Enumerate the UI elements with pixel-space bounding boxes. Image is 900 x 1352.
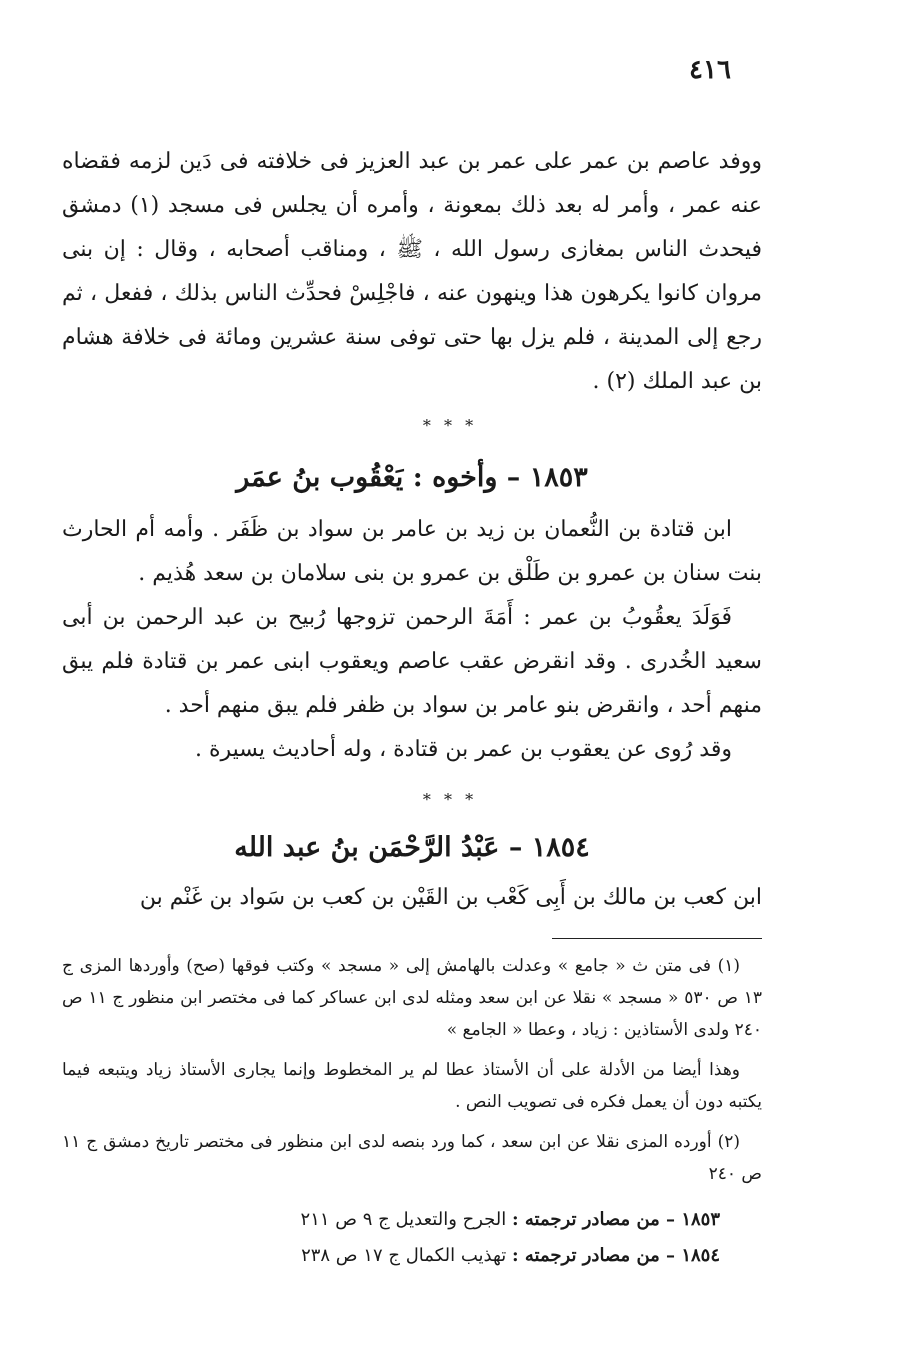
footnote: (٢) أورده المزى نقلا عن ابن سعد ، كما ورد بنصه لدى ابن منظور فى مختصر تاريخ دمشق ج ١١ ص ٢٤٠ (62, 1132, 762, 1184)
entry-body-1854: ابن كعب بن مالك بن أَبِى كَعْب بن القَيْن بن كعب بن سَواد بن غَنْم بن (139, 885, 762, 910)
source-text: تهذيب الكمال ج ١٧ ص ٢٣٨ (301, 1245, 507, 1266)
entry-1853-paragraph: وقد رُوى عن يعقوب بن عمر بن قتادة ، وله أحاديث يسيرة . (194, 737, 732, 762)
sources-list (240, 1202, 720, 1274)
source-line (240, 1202, 720, 1238)
entry-body-1853 (62, 508, 762, 772)
source-text: الجرح والتعديل ج ٩ ص ٢١١ (300, 1209, 507, 1230)
entry-heading-1853: ١٨٥٣ – وأخوه : يَعْقُوب بنُ عمَر (236, 462, 588, 493)
source-label: ١٨٥٤ – من مصادر ترجمته : (512, 1245, 720, 1266)
entry-1853-paragraph: ابن قتادة بن النُّعمان بن زيد بن عامر بن سواد بن ظَفَر . وأمه أم الحارث بنت سنان بن عمرو بن طَلْق بن عمرو بن بنى سلامان بن سعد هُذيم . (62, 517, 762, 586)
source-label: ١٨٥٣ – من مصادر ترجمته : (512, 1209, 720, 1230)
page-number: ٤١٦ (689, 55, 731, 85)
footnote: وهذا أيضا من الأدلة على أن الأستاذ عطا لم ير المخطوط وإنما يجارى الأستاذ زياد ويتبعه فيما يكتبه دون أن يعمل فكره فى تصويب النص . (62, 1060, 762, 1112)
section-separator: * * * (422, 790, 478, 809)
intro-paragraph: ووفد عاصم بن عمر على عمر بن عبد العزيز فى خلافته فى دَين لزمه فقضاه عنه عمر ، وأمر له بعد ذلك بمعونة ، وأمره أن يجلس فى مسجد (١) دمشق فيحدث الناس بمغازى رسول الله ، ﷺ ، ومناقب أصحابه ، وقال : إن بنى مروان كانوا يكرهون هذا وينهون عنه ، فاجْلِسْ فحدِّث الناس بذلك ، ففعل ، ثم رجع إلى المدينة ، فلم يزل بها حتى توفى سنة عشرين ومائة فى خلافة هشام بن عبد الملك (٢) . (62, 149, 762, 394)
entry-1853-paragraph: فَوَلَدَ يعقُوبُ بن عمر : أَمَةَ الرحمن تزوجها رُبيح بن عبد الرحمن بن أبى سعيد الخُدرى . وقد انقرض عقب عاصم ويعقوب ابنى عمر بن قتادة فلم يبق منهم أحد ، وانقرض بنو عامر بن سواد بن ظفر فلم يبق منهم أحد . (62, 605, 762, 718)
entry-heading-1854: ١٨٥٤ – عَبْدُ الرَّحْمَن بنُ عبد الله (234, 832, 590, 863)
section-separator: * * * (422, 416, 478, 435)
footnotes (62, 950, 762, 1198)
footnote: (١) فى متن ث « جامع » وعدلت بالهامش إلى « مسجد » وكتب فوقها (صح) وأوردها المزى ج ١٣ ص ٥٣٠ « مسجد » نقلا عن ابن سعد ومثله لدى ابن عساكر كما فى مختصر ابن منظور ج ١١ ص ٢٤٠ ولدى الأستاذين : زياد ، وعطا « الجامع » (62, 956, 762, 1040)
source-line (240, 1238, 720, 1274)
footnote-divider (552, 938, 762, 939)
